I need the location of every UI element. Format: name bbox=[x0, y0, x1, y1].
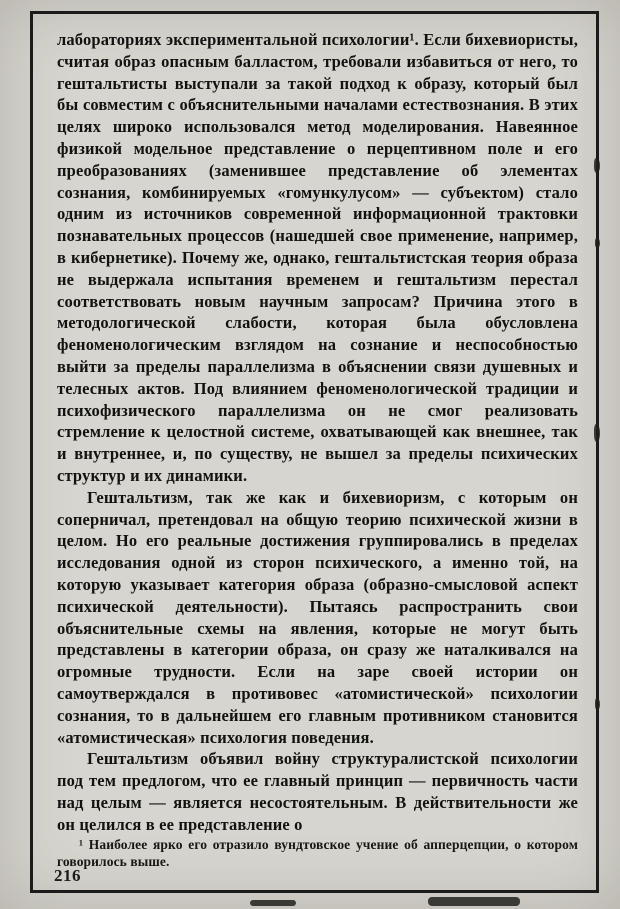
paragraph: лабораториях экспериментальной психологии¹. Если бихевиористы, считая образ опасным балластом, требовали избавиться от него, то гештальтисты выступали за такой подход к образу, который был бы совместим с объяснительными началами естествознания. В этих целях широко использовался метод моделирования. Навеянное физикой модельное представление о перцептивном поле и его преобразованиях (заменившее представление об элементах сознания, комбинируемых «гомункулусом» — субъектом) стало одним из источников современной информационной трактовки познавательных процессов (нашедшей свое применение, например, в кибернетике). Почему же, однако, гештальтистская теория образа не выдержала испытания временем и гештальтизм перестал соответствовать новым научным запросам? Причина этого в методологической слабости, которая была обусловлена феноменологическим взглядом на сознание и неспособностью выйти за пределы параллелизма в объяснении связи душевных и телесных актов. Под влиянием феноменологической традиции и психофизического параллелизма он не смог реализовать стремление к целостной системе, охватывающей как внешнее, так и внутреннее, и, по существу, не вышел за пределы психических структур и их динамики. bbox=[57, 30, 578, 485]
text-column bbox=[57, 29, 578, 835]
scan-artifact bbox=[594, 424, 600, 442]
scan-artifact bbox=[595, 698, 600, 710]
scan-artifact bbox=[250, 900, 296, 906]
paragraph: Гештальтизм объявил войну структуралистской психологии под тем предлогом, что ее главный принцип — первичность части над целым — является несостоятельным. В действительности же он целился в ее представление о bbox=[57, 749, 578, 834]
scan-artifact bbox=[595, 238, 600, 248]
page-number: 216 bbox=[54, 866, 81, 885]
scan-artifact bbox=[428, 897, 520, 906]
scan-artifact bbox=[594, 158, 600, 173]
paragraph: Гештальтизм, так же как и бихевиоризм, с которым он соперничал, претендовал на общую теорию психической жизни в целом. Но его реальные достижения группировались в пределах исследования одной из сторон психического, а именно той, на которую указывает категория образа (образно-смысловой аспект психической деятельности). Пытаясь распространить свои объяснительные схемы на явления, которые не могут быть представлены в категории образа, он сразу же наталкивался на огромные трудности. Если на заре своей истории он самоутверждался в противовес «атомистической» психологии сознания, то в дальнейшем его главным противником становится «атомистическая» психология поведения. bbox=[57, 487, 578, 747]
footnote: ¹ Наиболее ярко его отразило вундтовское учение об апперцепции, о котором говорилось выше. bbox=[57, 837, 578, 869]
